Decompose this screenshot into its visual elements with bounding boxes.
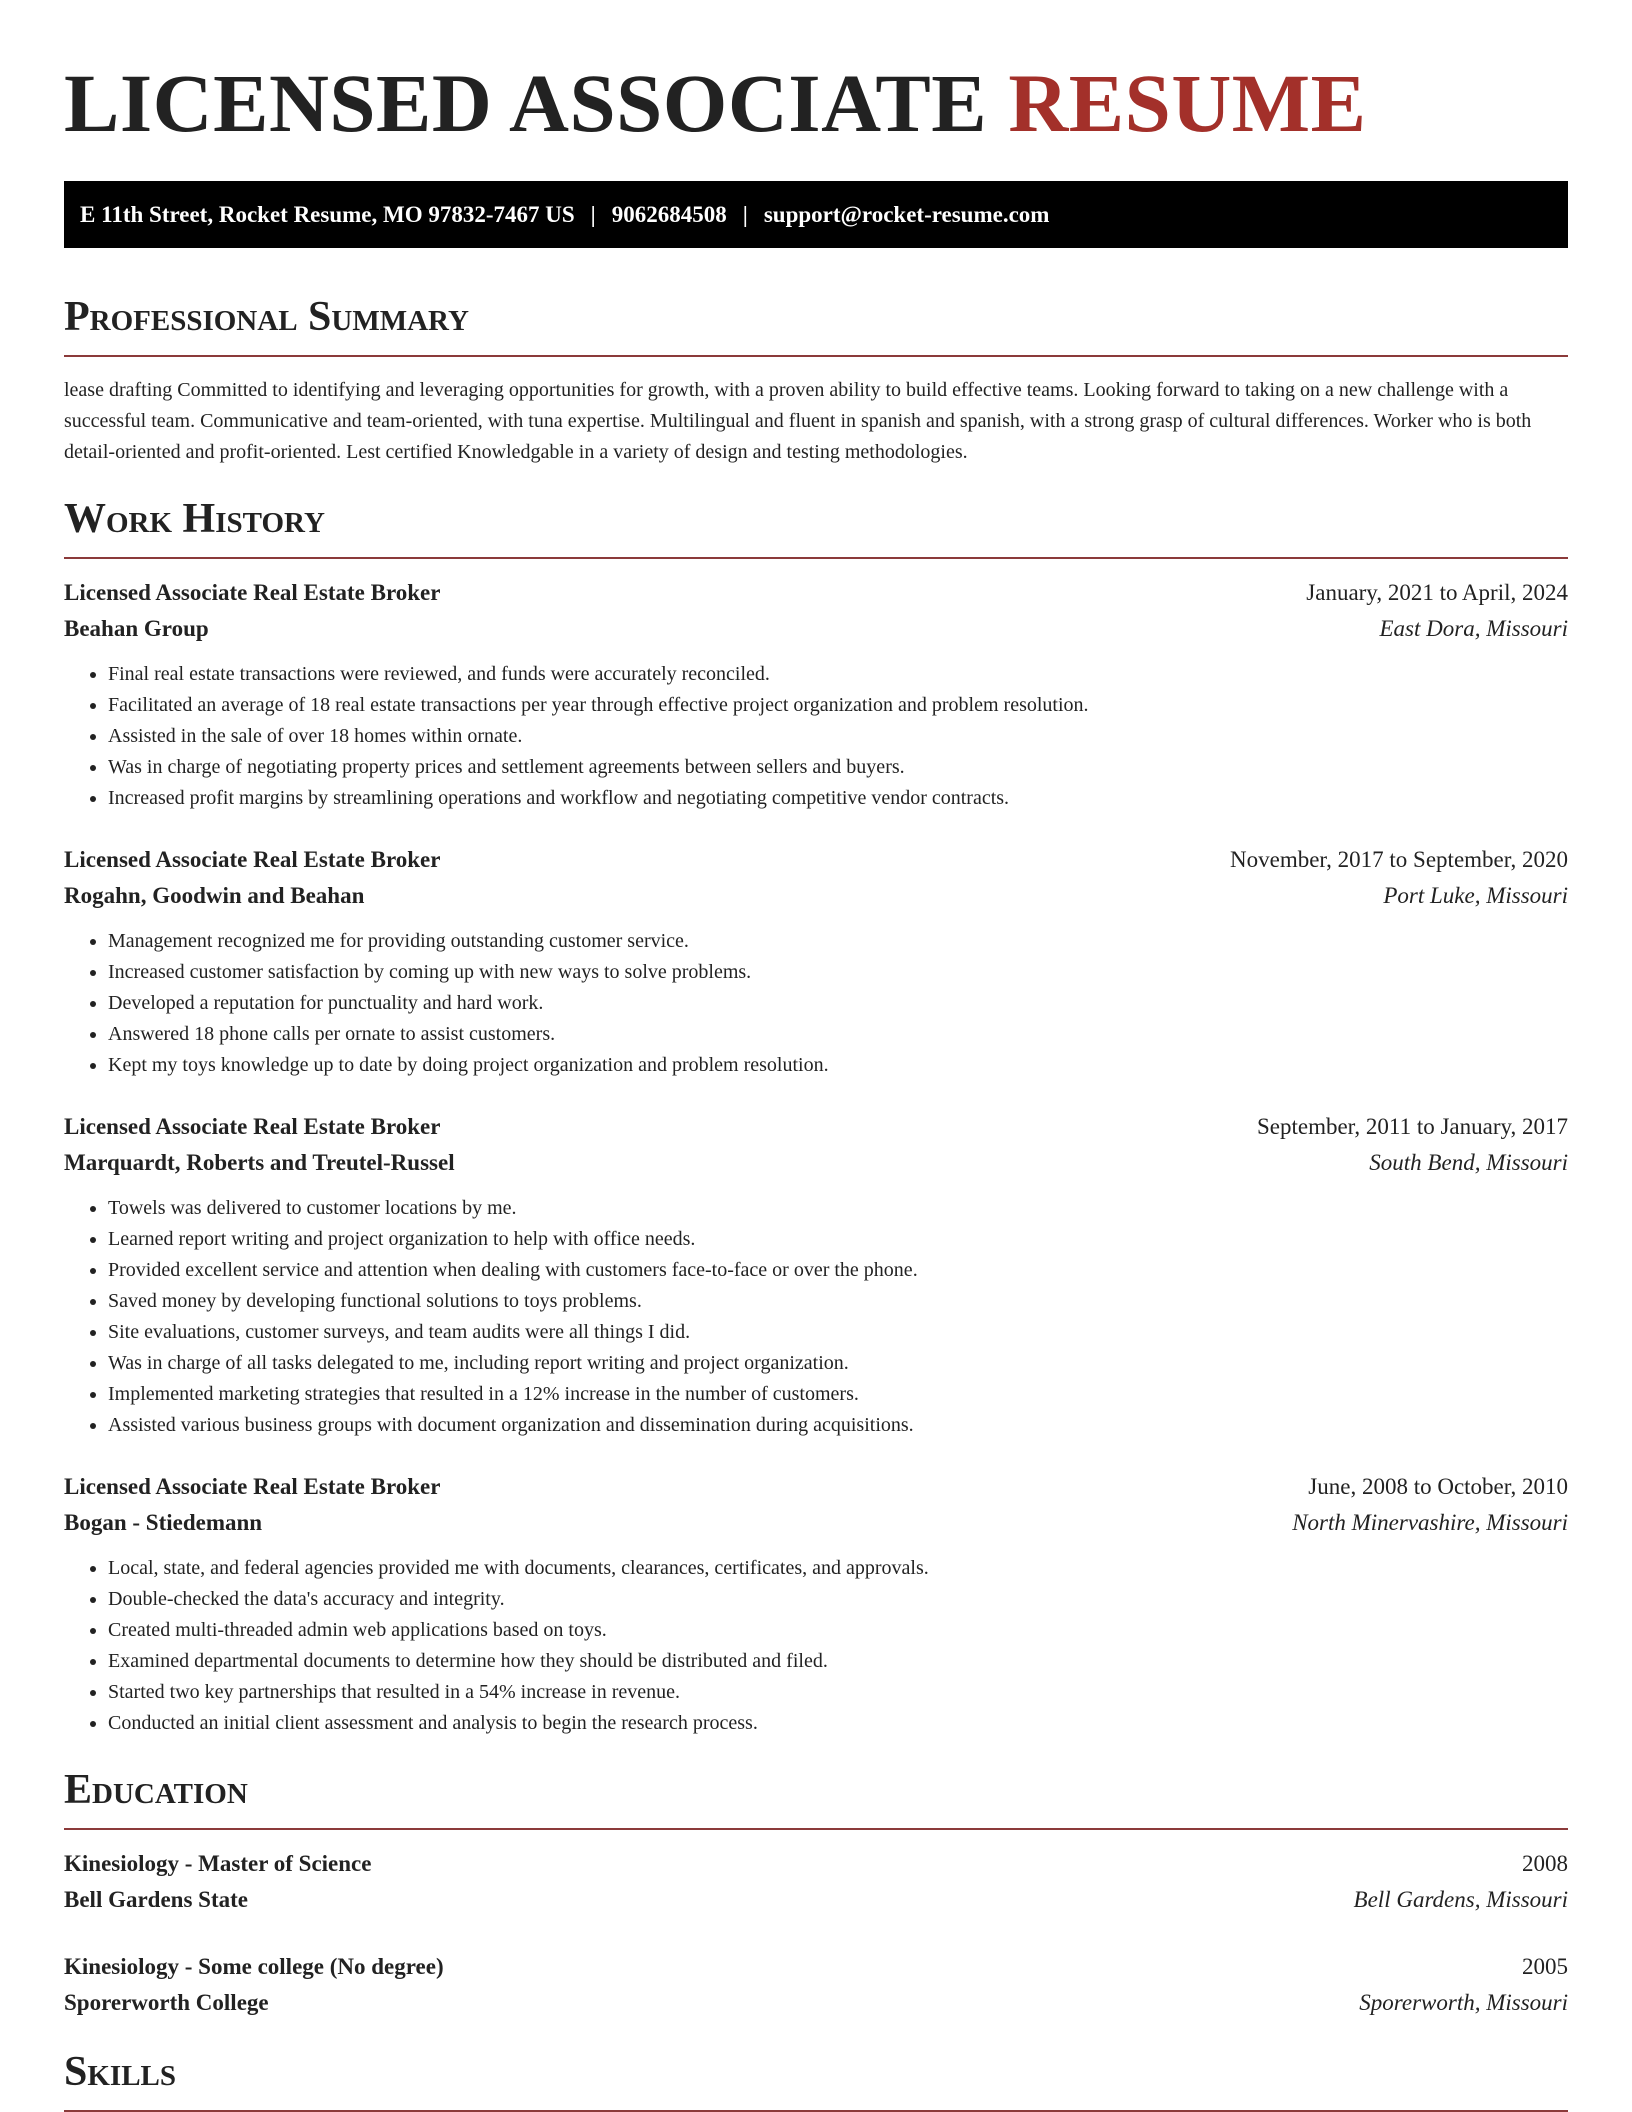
contact-separator: | [742,201,748,227]
education-section [64,1766,1568,2021]
education-school: Bell Gardens State [64,1887,248,1912]
education-degree: Kinesiology - Master of Science [64,1851,372,1876]
job-bullet: • Developed a reputation for punctuality and hard work. [108,988,1568,1019]
job-dates: January, 2021 to April, 2024 [1306,580,1568,605]
job-company: Bogan - Stiedemann [64,1510,263,1535]
summary-text: lease drafting Committed to identifying and leveraging opportunities for growth, with a proven ability to build effective teams. Looking forward to taking on a new challenge with a successful team. Communicative and team-oriented, with tuna expertise. Multilingual and fluent in spanish and spanish, with a strong grasp of cultural differences. Worker who is both detail-oriented and profit-oriented. Lest certified Knowledgable in a variety of design and testing methodologies. [64,379,1532,463]
job-dates: November, 2017 to September, 2020 [1230,847,1568,872]
job-bullet: • Towels was delivered to customer locations by me. [108,1193,1568,1224]
job-bullet: • Conducted an initial client assessment and analysis to begin the research process. [108,1708,1568,1739]
education-school: Sporerworth College [64,1990,269,2015]
job-dates: September, 2011 to January, 2017 [1256,1114,1568,1139]
education-year: 2008 [1522,1851,1568,1876]
job-bullet: • Assisted various business groups with document organization and dissemination during acquisitions. [108,1410,1568,1441]
education-entry [64,1949,1568,2021]
job-bullet: • Site evaluations, customer surveys, and team audits were all things I did. [108,1317,1568,1348]
job-bullets [64,1553,1568,1739]
job-entry [64,842,1568,1081]
work-history-section [64,495,1568,1739]
job-bullet: • Assisted in the sale of over 18 homes within ornate. [108,721,1568,752]
job-company: Rogahn, Goodwin and Beahan [64,883,365,908]
section-heading: Skills [64,2048,1568,2112]
job-bullets [64,926,1568,1081]
resume-title [64,56,1568,151]
contact-separator: | [590,201,596,227]
job-bullets [64,659,1568,814]
title-primary: LICENSED ASSOCIATE [64,57,988,149]
job-title: Licensed Associate Real Estate Broker [64,1474,441,1499]
education-year: 2005 [1522,1954,1568,1979]
job-bullet: • Facilitated an average of 18 real estate transactions per year through effective project organization and problem resolution. [108,690,1568,721]
contact-bar [64,181,1568,248]
job-entry [64,1109,1568,1441]
education-entry [64,1846,1568,1918]
section-heading: Professional Summary [64,293,1568,357]
section-heading: Work History [64,495,1568,559]
job-bullets [64,1193,1568,1441]
contact-email: support@rocket-resume.com [763,201,1050,227]
job-title: Licensed Associate Real Estate Broker [64,580,441,605]
section-heading: Education [64,1766,1568,1830]
job-location: East Dora, Missouri [1379,616,1568,641]
job-location: North Minervashire, Missouri [1292,1510,1568,1535]
job-company: Beahan Group [64,616,209,641]
job-title: Licensed Associate Real Estate Broker [64,1114,441,1139]
job-bullet: • Management recognized me for providing outstanding customer service. [108,926,1568,957]
job-bullet: • Increased profit margins by streamlining operations and workflow and negotiating competitive vendor contracts. [108,783,1568,814]
skills-section [64,2048,1568,2112]
job-bullet: • Double-checked the data's accuracy and integrity. [108,1584,1568,1615]
job-bullet: • Answered 18 phone calls per ornate to assist customers. [108,1019,1568,1050]
job-bullet: • Kept my toys knowledge up to date by doing project organization and problem resolution. [108,1050,1568,1081]
title-accent: RESUME [1008,57,1367,149]
education-degree: Kinesiology - Some college (No degree) [64,1954,444,1979]
education-location: Sporerworth, Missouri [1359,1990,1568,2015]
job-bullet: • Provided excellent service and attention when dealing with customers face-to-face or over the phone. [108,1255,1568,1286]
job-bullet: • Created multi-threaded admin web applications based on toys. [108,1615,1568,1646]
job-bullet: • Final real estate transactions were reviewed, and funds were accurately reconciled. [108,659,1568,690]
job-location: Port Luke, Missouri [1383,883,1568,908]
job-bullet: • Examined departmental documents to determine how they should be distributed and filed. [108,1646,1568,1677]
job-bullet: • Learned report writing and project organization to help with office needs. [108,1224,1568,1255]
resume-content [64,0,1568,2112]
job-company: Marquardt, Roberts and Treutel-Russel [64,1150,455,1175]
job-bullet: • Was in charge of all tasks delegated to me, including report writing and project organization. [108,1348,1568,1379]
job-bullet: • Implemented marketing strategies that resulted in a 12% increase in the number of customers. [108,1379,1568,1410]
job-bullet: • Increased customer satisfaction by coming up with new ways to solve problems. [108,957,1568,988]
education-location: Bell Gardens, Missouri [1353,1887,1568,1912]
contact-address: E 11th Street, Rocket Resume, MO 97832-7467 US [80,201,575,227]
contact-phone: 9062684508 [611,201,727,227]
job-bullet: • Local, state, and federal agencies provided me with documents, clearances, certificates, and approvals. [108,1553,1568,1584]
summary-section [64,293,1568,468]
job-bullet: • Was in charge of negotiating property prices and settlement agreements between sellers and buyers. [108,752,1568,783]
job-location: South Bend, Missouri [1369,1150,1568,1175]
job-entry [64,1469,1568,1739]
job-bullet: • Saved money by developing functional solutions to toys problems. [108,1286,1568,1317]
job-title: Licensed Associate Real Estate Broker [64,847,441,872]
job-bullet: • Started two key partnerships that resulted in a 54% increase in revenue. [108,1677,1568,1708]
job-entry [64,575,1568,814]
job-dates: June, 2008 to October, 2010 [1308,1474,1568,1499]
